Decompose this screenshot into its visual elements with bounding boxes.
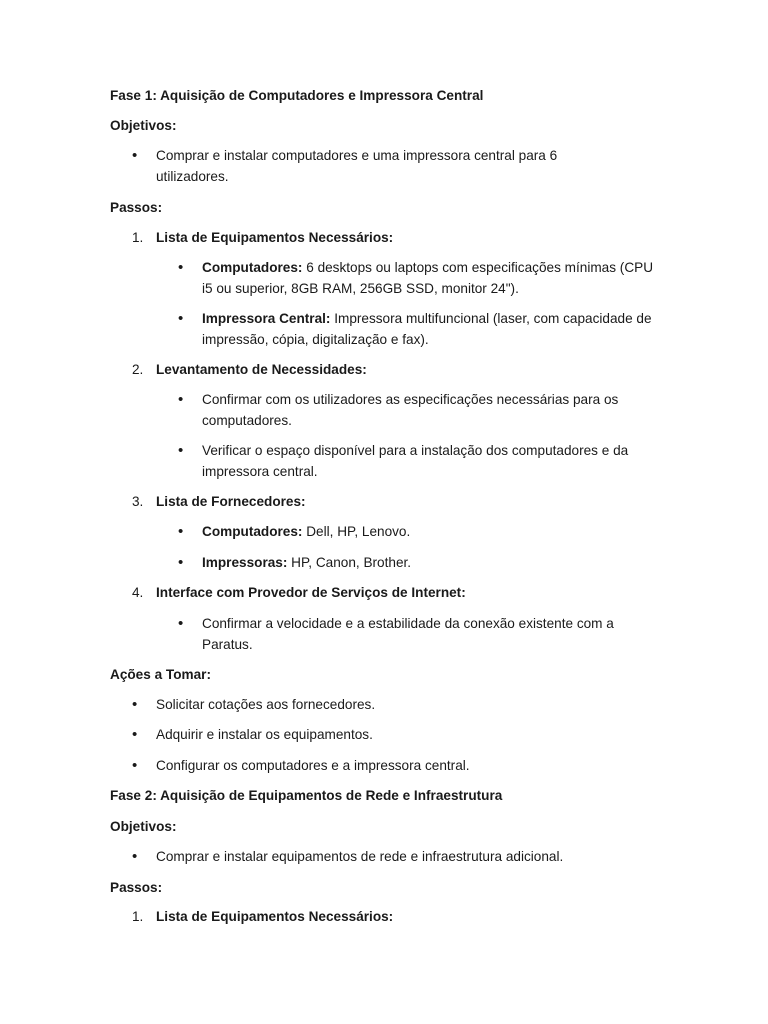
step-item: 2. Levantamento de Necessidades: xyxy=(132,362,367,377)
phase2-objectives-heading: Objetivos: xyxy=(110,819,177,834)
bullet-icon: • xyxy=(132,147,138,164)
phase1-actions-heading: Ações a Tomar: xyxy=(110,667,211,682)
list-item: • Computadores: Dell, HP, Lenovo. xyxy=(178,523,411,540)
list-item: • Configurar os computadores e a impressora central. xyxy=(132,757,470,774)
bullet-icon: • xyxy=(132,757,138,774)
bullet-icon: • xyxy=(178,615,184,632)
phase1-title: Fase 1: Aquisição de Computadores e Impressora Central xyxy=(110,88,484,103)
phase1-steps-heading: Passos: xyxy=(110,200,163,215)
phase2-steps-heading: Passos: xyxy=(110,880,163,895)
step-item: 3. Lista de Fornecedores: xyxy=(132,494,306,509)
list-item: • Impressora Central: Impressora multifuncional (laser, com capacidade de impressão, cópia, digitalização e fax). xyxy=(178,310,652,347)
list-item: • Adquirir e instalar os equipamentos. xyxy=(132,726,373,743)
bullet-icon: • xyxy=(178,523,184,540)
list-item: • Computadores: 6 desktops ou laptops com especificações mínimas (CPU i5 ou superior, 8GB RAM, 256GB SSD, monitor 24"). xyxy=(178,259,654,296)
list-item: • Impressoras: HP, Canon, Brother. xyxy=(178,554,412,571)
list-item: • Confirmar a velocidade e a estabilidade da conexão existente com a Paratus. xyxy=(178,615,614,652)
list-item: • Solicitar cotações aos fornecedores. xyxy=(132,696,376,713)
bullet-icon: • xyxy=(132,696,138,713)
bullet-icon: • xyxy=(132,848,138,865)
step-item: 1. Lista de Equipamentos Necessários: xyxy=(132,909,394,924)
bullet-icon: • xyxy=(178,391,184,408)
list-item: • Comprar e instalar computadores e uma impressora central para 6 utilizadores. xyxy=(132,147,558,184)
bullet-icon: • xyxy=(178,259,184,276)
step-item: 4. Interface com Provedor de Serviços de Internet: xyxy=(132,585,466,600)
bullet-icon: • xyxy=(132,726,138,743)
phase1-objectives-heading: Objetivos: xyxy=(110,118,177,133)
list-item: • Comprar e instalar equipamentos de rede e infraestrutura adicional. xyxy=(132,848,564,865)
step-item: 1. Lista de Equipamentos Necessários: xyxy=(132,230,394,245)
bullet-icon: • xyxy=(178,310,184,327)
list-item: • Confirmar com os utilizadores as especificações necessárias para os computadores. xyxy=(178,391,619,428)
bullet-icon: • xyxy=(178,554,184,571)
phase2-title: Fase 2: Aquisição de Equipamentos de Rede e Infraestrutura xyxy=(110,788,503,803)
list-item: • Verificar o espaço disponível para a instalação dos computadores e da impressora central. xyxy=(178,442,629,479)
bullet-icon: • xyxy=(178,442,184,459)
